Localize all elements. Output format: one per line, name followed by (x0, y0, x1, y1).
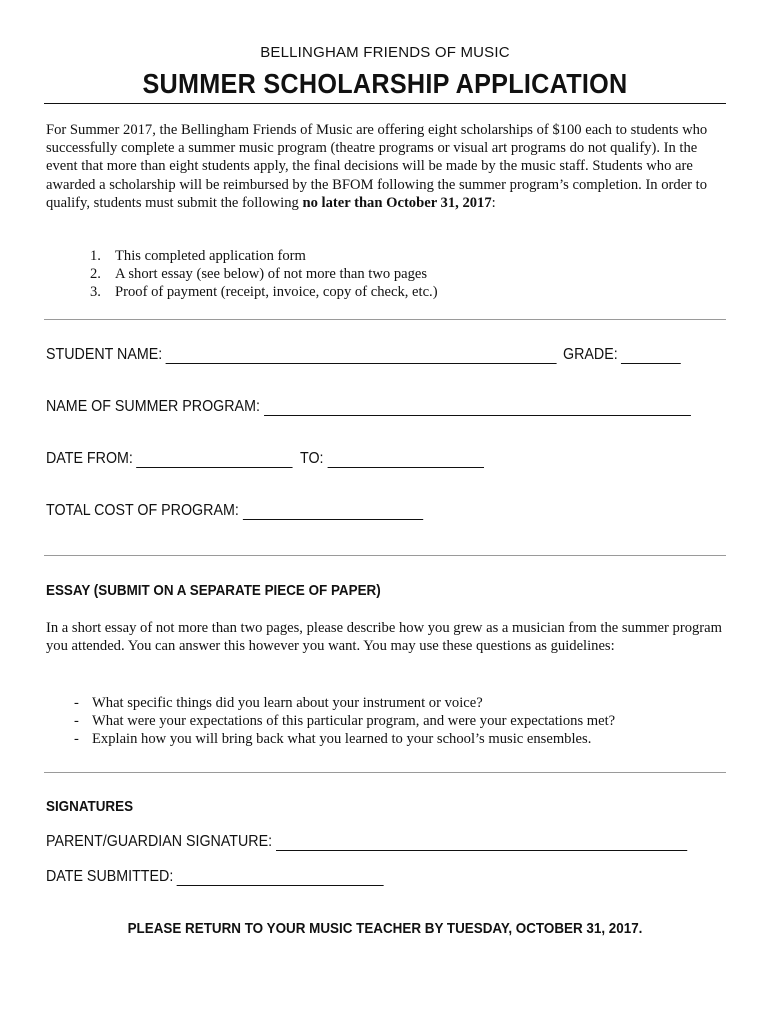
date-submitted-line[interactable] (177, 870, 384, 886)
student-name-line[interactable] (166, 348, 557, 364)
student-name-field (46, 346, 557, 364)
date-from-label: DATE FROM: (46, 450, 133, 467)
grade-field (563, 346, 681, 364)
list-item (90, 283, 438, 301)
list-item-text: What specific things did you learn about your instrument or voice? (92, 695, 483, 711)
intro-text: For Summer 2017, the Bellingham Friends of Music are offering eight scholarships of $100 each to students who successfully complete a summer music program (theatre programs or visual art programs do not qualify). In the event that more than eight students apply, the final decisions will be made by the music staff. Students who are awarded a scholarship will be reimbursed by the BFOM following the summer program’s completion. In order to qualify, students must submit the following (46, 122, 708, 211)
list-item-text: This completed application form (115, 248, 306, 264)
page-title: SUMMER SCHOLARSHIP APPLICATION (142, 68, 628, 99)
essay-guidelines (74, 694, 615, 749)
list-item (90, 265, 438, 283)
list-item-number: 3. (90, 284, 101, 301)
parent-signature-field (46, 833, 687, 851)
list-item (74, 730, 615, 748)
date-from-line[interactable] (137, 452, 293, 468)
total-cost-field (46, 502, 423, 520)
section-divider (44, 319, 726, 320)
total-cost-line[interactable] (242, 504, 422, 520)
list-dash: - (74, 731, 79, 748)
list-item (90, 247, 438, 265)
essay-description: In a short essay of not more than two pages, please describe how you grew as a musician from the summer program you attended. You can answer this however you want. You may use these questions as guidelines: (46, 620, 722, 655)
list-item-text: A short essay (see below) of not more than two pages (115, 266, 428, 283)
intro-suffix: : (491, 194, 496, 211)
date-to-label: TO: (300, 450, 324, 467)
list-dash: - (74, 695, 79, 711)
student-name-label: STUDENT NAME: (46, 346, 163, 363)
list-item-text: Explain how you will bring back what you learned to your school’s music ensembles. (92, 731, 592, 748)
grade-label: GRADE: (563, 346, 618, 363)
list-item-text: What were your expectations of this particular program, and were your expectations met? (92, 713, 616, 730)
date-submitted-field (46, 868, 384, 886)
list-item-number: 1. (90, 248, 101, 264)
list-item-number: 2. (90, 266, 101, 283)
essay-heading: ESSAY (SUBMIT ON A SEPARATE PIECE OF PAPER) (46, 583, 381, 599)
grade-line[interactable] (621, 348, 681, 364)
title-underline (44, 103, 726, 104)
list-item-text: Proof of payment (receipt, invoice, copy of check, etc.) (115, 284, 438, 301)
list-item (74, 694, 615, 712)
requirements-list (90, 247, 438, 302)
date-to-line[interactable] (327, 452, 483, 468)
signatures-heading: SIGNATURES (46, 799, 134, 815)
section-divider (44, 555, 726, 556)
date-from-field (46, 450, 293, 468)
program-name-label: NAME OF SUMMER PROGRAM: (46, 398, 260, 415)
intro-paragraph (46, 121, 718, 212)
return-instruction: PLEASE RETURN TO YOUR MUSIC TEACHER BY TUESDAY, OCTOBER 31, 2017. (127, 921, 643, 937)
date-submitted-label: DATE SUBMITTED: (46, 868, 174, 885)
section-divider (44, 772, 726, 773)
parent-signature-line[interactable] (276, 835, 687, 851)
organization-name: BELLINGHAM FRIENDS OF MUSIC (260, 44, 510, 61)
program-name-field (46, 398, 690, 416)
total-cost-label: TOTAL COST OF PROGRAM: (46, 502, 239, 519)
program-name-line[interactable] (264, 400, 691, 416)
list-dash: - (74, 713, 79, 730)
intro-deadline: no later than October 31, 2017 (302, 194, 492, 211)
date-to-field (300, 450, 484, 468)
list-item (74, 712, 615, 730)
parent-signature-label: PARENT/GUARDIAN SIGNATURE: (46, 833, 273, 850)
